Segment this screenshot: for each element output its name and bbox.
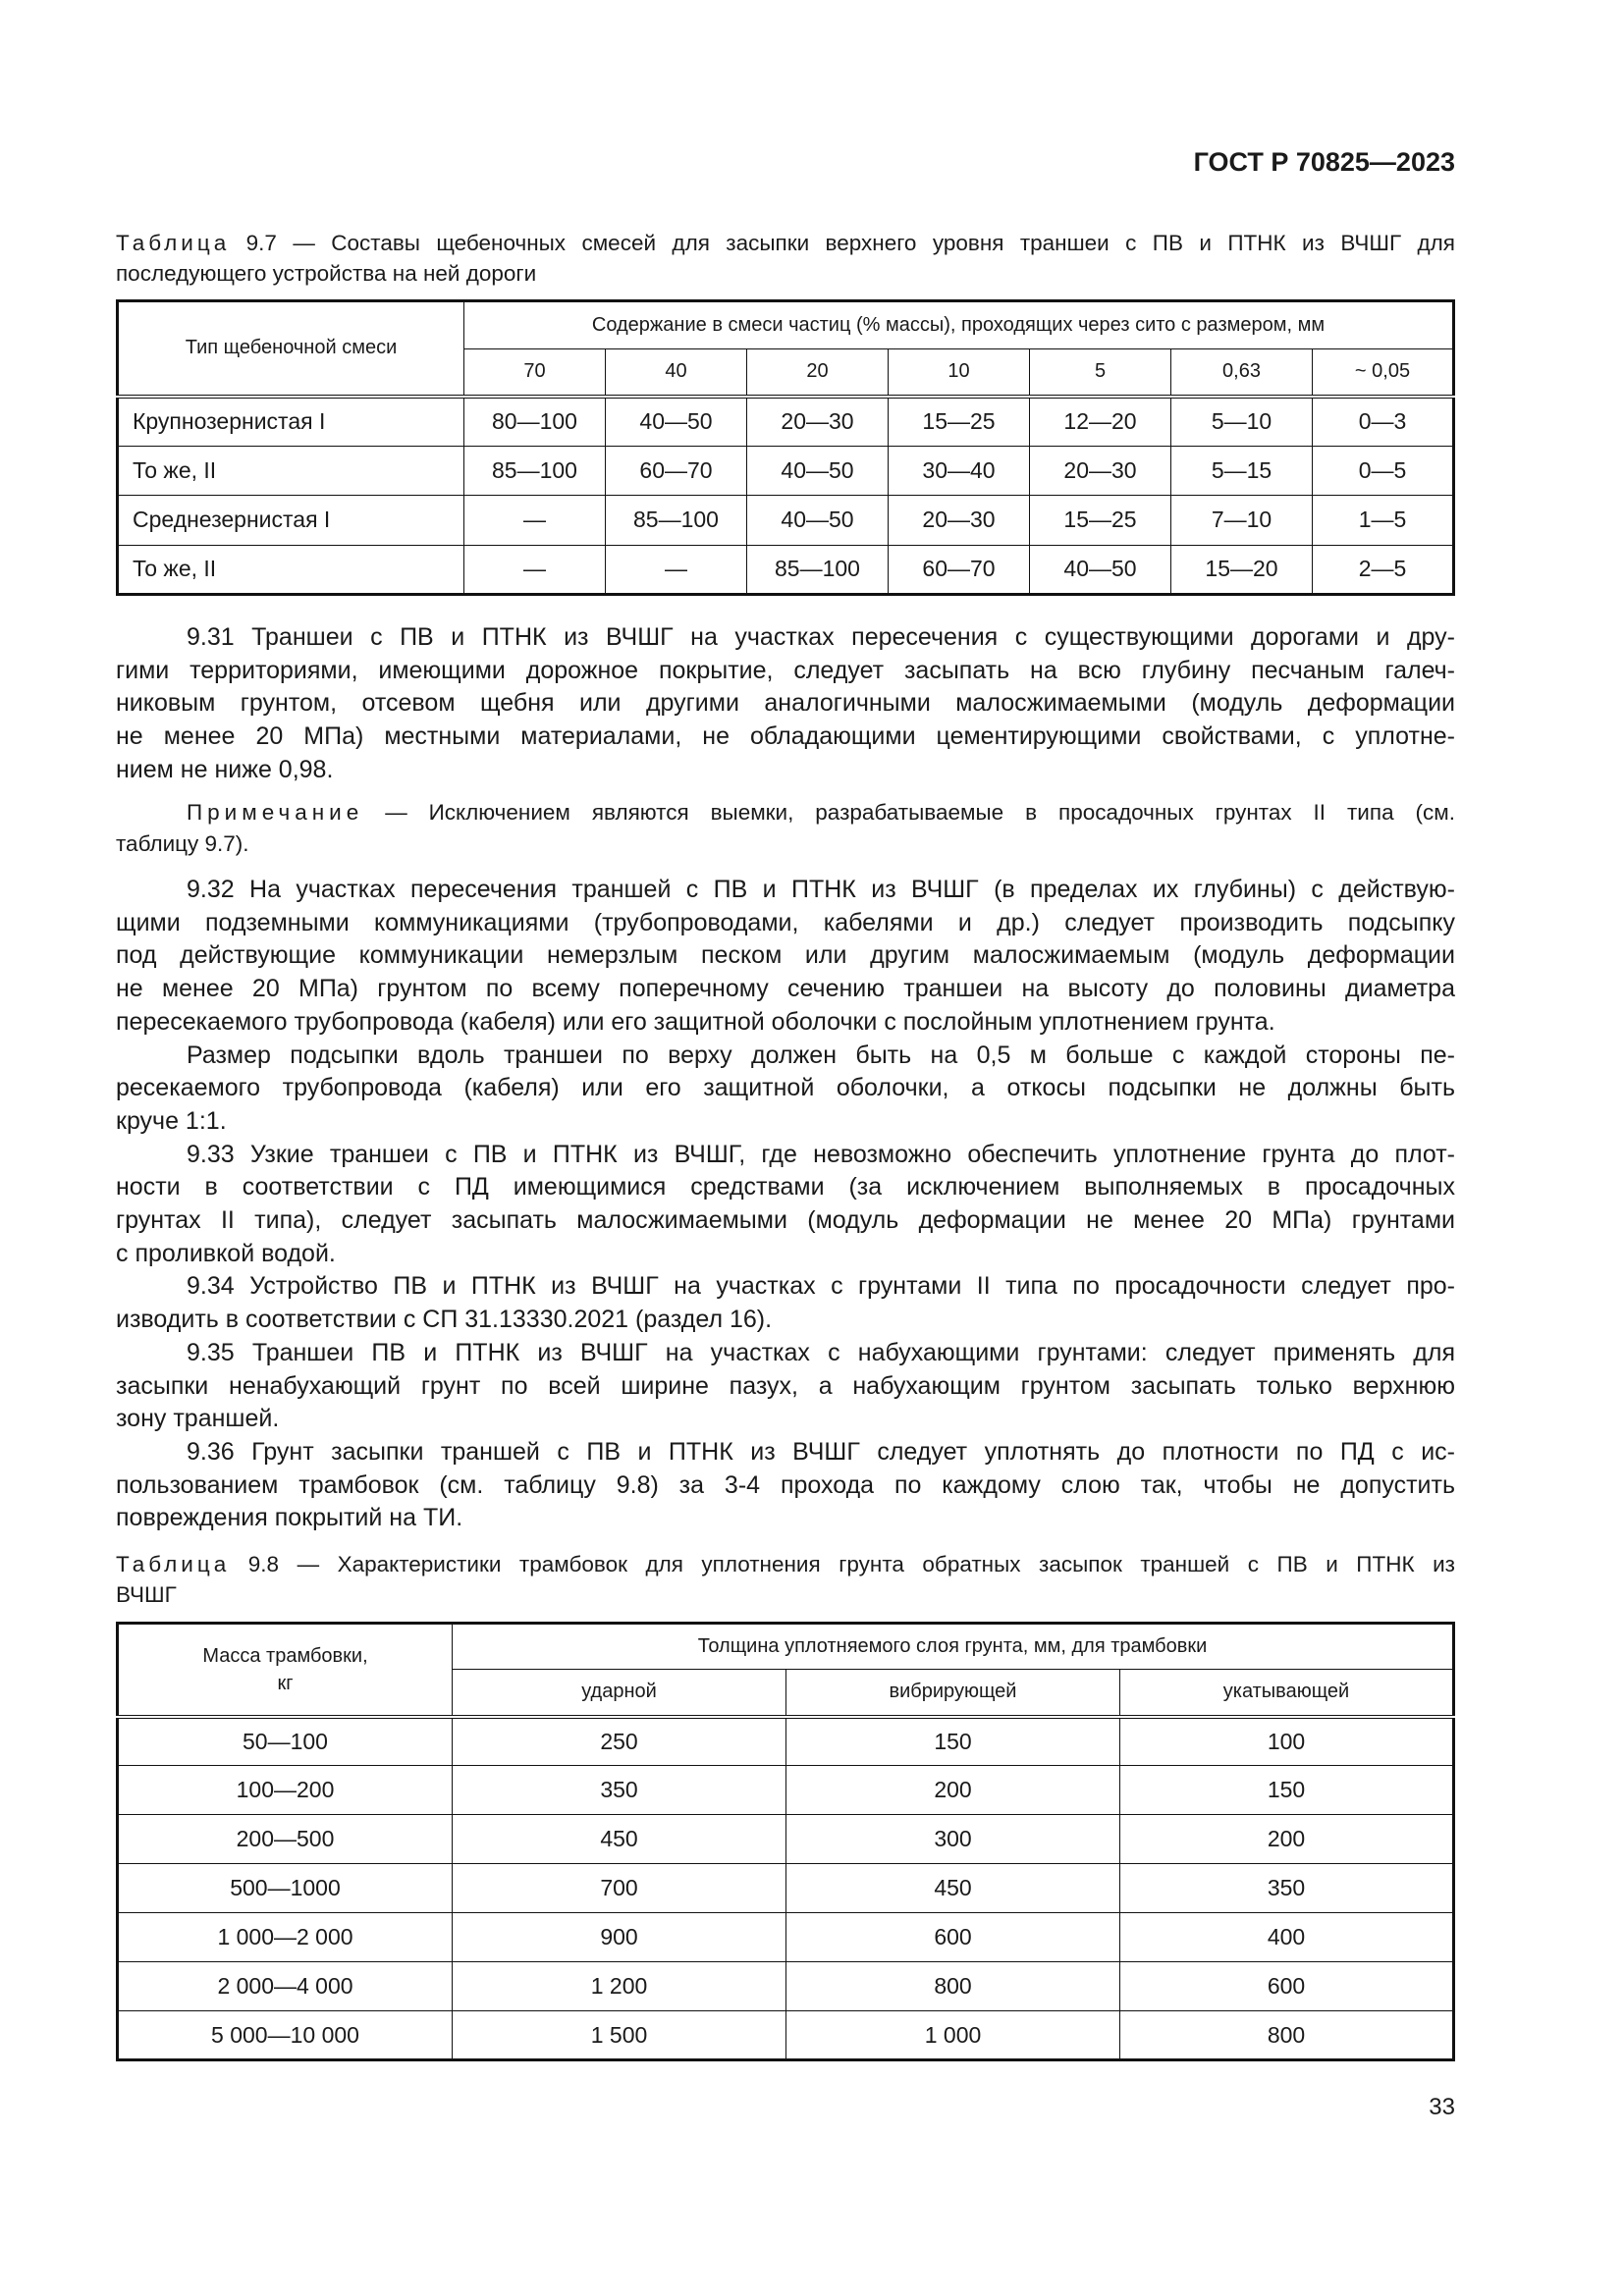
table-cell: 350 xyxy=(1120,1864,1454,1913)
table-cell: 1 500 xyxy=(453,2011,786,2060)
table-cell: 5—15 xyxy=(1171,446,1313,496)
caption-line xyxy=(116,228,1455,258)
note-line: таблицу 9.7). xyxy=(116,831,249,856)
caption-line xyxy=(116,1549,1455,1579)
row-label: 50—100 xyxy=(118,1717,453,1766)
row-label: 5 000—10 000 xyxy=(118,2011,453,2060)
table-cell: 1 000 xyxy=(786,2011,1120,2060)
text-line: не менее 20 МПа) грунтом по всему поперечному сечению траншеи на высоту до половины диаметра xyxy=(116,975,1455,1003)
column-header-sieve-size: 0,63 xyxy=(1171,349,1313,397)
text-line: ресекаемого трубопровода (кабеля) или его защитной оболочки, а откосы подсыпки не должны быть xyxy=(116,1074,1455,1102)
table-cell: 2—5 xyxy=(1313,545,1454,595)
text-line: зону траншей. xyxy=(116,1405,280,1433)
text-line: ности в соответствии с ПД имеющимися средствами (за исключением выполняемых в просадочных xyxy=(116,1173,1455,1201)
table-cell: 1—5 xyxy=(1313,496,1454,546)
table-row xyxy=(118,545,1454,595)
table-cell: 12—20 xyxy=(1030,397,1171,447)
text-line: никовым грунтом, отсевом щебня или другими аналогичными малосжимаемыми (модуль деформации xyxy=(116,689,1455,718)
text-line: Размер подсыпки вдоль траншеи по верху должен быть на 0,5 м больше с каждой стороны пе- xyxy=(187,1041,1455,1069)
table-cell: 0—5 xyxy=(1313,446,1454,496)
row-label: То же, II xyxy=(118,545,464,595)
table-cell: 200 xyxy=(1120,1815,1454,1864)
row-label: 1 000—2 000 xyxy=(118,1913,453,1962)
text-line: грунтах II типа), следует засыпать малосжимаемыми (модуль деформации не менее 20 МПа) грунтами xyxy=(116,1206,1455,1235)
column-header-mix-type: Тип щебеночной смеси xyxy=(118,301,464,397)
column-header-sieve-size: 5 xyxy=(1030,349,1171,397)
text-line: нием не ниже 0,98. xyxy=(116,755,334,783)
table-cell: 40—50 xyxy=(606,397,747,447)
text-line: 9.32 На участках пересечения траншей с ПВ и ПТНК из ВЧШГ (в пределах их глубины) с действую- xyxy=(187,876,1455,903)
header-row xyxy=(118,301,1454,349)
note-label: Примечание xyxy=(187,800,364,825)
column-header-rammer-mass: Масса трамбовки, кг xyxy=(118,1624,453,1717)
table-cell: 15—25 xyxy=(889,397,1030,447)
table-row xyxy=(118,1864,1454,1913)
table-cell: 60—70 xyxy=(606,446,747,496)
table-row xyxy=(118,1913,1454,1962)
table-cell: 85—100 xyxy=(464,446,606,496)
text-line: 9.31 Траншеи с ПВ и ПТНК из ВЧШГ на участках пересечения с существующими дорогами и дру- xyxy=(187,623,1455,651)
table-cell: 85—100 xyxy=(606,496,747,546)
table-cell: 40—50 xyxy=(747,496,889,546)
table-cell: 300 xyxy=(786,1815,1120,1864)
table-row xyxy=(118,496,1454,546)
table-cell: 800 xyxy=(786,1962,1120,2011)
table-cell: 800 xyxy=(1120,2011,1454,2060)
table-cell: — xyxy=(464,496,606,546)
column-header-rammer-type: ударной xyxy=(453,1670,786,1717)
row-label: 500—1000 xyxy=(118,1864,453,1913)
note xyxy=(116,797,1455,860)
caption-text: 9.8 — Характеристики трамбовок для уплотнения грунта обратных засыпок траншей с ПВ и ПТНК из xyxy=(247,1552,1455,1576)
text-line: под действующие коммуникации немерзлым песком или другим малосжимаемым (модуль деформации xyxy=(116,941,1455,970)
table-cell: 80—100 xyxy=(464,397,606,447)
table-cell: 40—50 xyxy=(747,446,889,496)
note-text: — Исключением являются выемки, разрабатываемые в просадочных грунтах II типа (см. xyxy=(385,800,1455,825)
text-line: пользованием трамбовок (см. таблицу 9.8) за 3-4 прохода по каждому слою так, чтобы не допустить xyxy=(116,1470,1455,1499)
table-cell: 15—20 xyxy=(1171,545,1313,595)
text-line: 9.36 Грунт засыпки траншей с ПВ и ПТНК из ВЧШГ следует уплотнять до плотности по ПД с ис- xyxy=(187,1437,1455,1466)
table-cell: 7—10 xyxy=(1171,496,1313,546)
table-9-7 xyxy=(116,299,1455,596)
text-line: круче 1:1. xyxy=(116,1106,227,1135)
table-cell: 20—30 xyxy=(889,496,1030,546)
table-cell: 250 xyxy=(453,1717,786,1766)
table-9-8-caption xyxy=(116,1549,1455,1610)
text-line: щими подземными коммуникациями (трубопроводами, кабелями и др.) следует производить подсыпку xyxy=(116,908,1455,936)
table-row xyxy=(118,1766,1454,1815)
text-line: с проливкой водой. xyxy=(116,1239,336,1267)
paragraph-9-31 xyxy=(116,621,1455,787)
table-cell: 700 xyxy=(453,1864,786,1913)
column-header-sieve-size: 70 xyxy=(464,349,606,397)
table-cell: 200 xyxy=(786,1766,1120,1815)
row-label: Крупнозернистая I xyxy=(118,397,464,447)
table-cell: 30—40 xyxy=(889,446,1030,496)
document-code-header: ГОСТ Р 70825—2023 xyxy=(1193,147,1455,177)
table-cell: 15—25 xyxy=(1030,496,1171,546)
caption-label: Таблица xyxy=(116,231,231,255)
row-label: 2 000—4 000 xyxy=(118,1962,453,2011)
table-cell: 350 xyxy=(453,1766,786,1815)
row-label: То же, II xyxy=(118,446,464,496)
table-row xyxy=(118,1815,1454,1864)
table-cell: 150 xyxy=(786,1717,1120,1766)
header-row xyxy=(118,1624,1454,1670)
table-row xyxy=(118,446,1454,496)
table-row xyxy=(118,1962,1454,2011)
column-header-sieve-size: 10 xyxy=(889,349,1030,397)
table-row xyxy=(118,2011,1454,2060)
table-cell: 0—3 xyxy=(1313,397,1454,447)
text-line: засыпки ненабухающий грунт по всей ширине пазух, а набухающим грунтом засыпать только верхнюю xyxy=(116,1371,1455,1400)
caption-line: последующего устройства на ней дороги xyxy=(116,261,537,286)
text-line: гими территориями, имеющими дорожное покрытие, следует засыпать на всю глубину песчаным галеч- xyxy=(116,656,1455,684)
page-number: 33 xyxy=(1429,2094,1455,2120)
text-line: 9.34 Устройство ПВ и ПТНК из ВЧШГ на участках с грунтами II типа по просадочности следует про- xyxy=(187,1272,1455,1301)
text-line: 9.33 Узкие траншеи с ПВ и ПТНК из ВЧШГ, где невозможно обеспечить уплотнение грунта до плот- xyxy=(187,1140,1455,1168)
table-cell: 100 xyxy=(1120,1717,1454,1766)
row-label: Среднезернистая I xyxy=(118,496,464,546)
table-cell: 5—10 xyxy=(1171,397,1313,447)
table-cell: — xyxy=(464,545,606,595)
note-line xyxy=(116,797,1455,828)
table-cell: 450 xyxy=(786,1864,1120,1913)
table-cell: 450 xyxy=(453,1815,786,1864)
column-group-header: Содержание в смеси частиц (% массы), проходящих через сито с размером, мм xyxy=(464,301,1454,349)
table-cell: 600 xyxy=(1120,1962,1454,2011)
column-header-sieve-size: ~ 0,05 xyxy=(1313,349,1454,397)
table-9-8 xyxy=(116,1622,1455,2061)
column-header-sieve-size: 20 xyxy=(747,349,889,397)
text-line: 9.35 Траншеи ПВ и ПТНК из ВЧШГ на участках с набухающими грунтами: следует применять для xyxy=(187,1338,1455,1366)
row-label: 200—500 xyxy=(118,1815,453,1864)
table-cell: 150 xyxy=(1120,1766,1454,1815)
table-cell: — xyxy=(606,545,747,595)
table-cell: 900 xyxy=(453,1913,786,1962)
caption-label: Таблица xyxy=(116,1552,231,1576)
column-header-rammer-type: укатывающей xyxy=(1120,1670,1454,1717)
column-group-header: Толщина уплотняемого слоя грунта, мм, для трамбовки xyxy=(453,1624,1454,1670)
table-cell: 60—70 xyxy=(889,545,1030,595)
column-header-rammer-type: вибрирующей xyxy=(786,1670,1120,1717)
table-cell: 85—100 xyxy=(747,545,889,595)
column-header-sieve-size: 40 xyxy=(606,349,747,397)
text-line: пересекаемого трубопровода (кабеля) или его защитной оболочки с послойным уплотнением грунта. xyxy=(116,1007,1275,1036)
caption-line: ВЧШГ xyxy=(116,1582,177,1607)
table-9-7-caption xyxy=(116,228,1455,289)
table-cell: 1 200 xyxy=(453,1962,786,2011)
table-cell: 20—30 xyxy=(747,397,889,447)
table-row xyxy=(118,397,1454,447)
text-line: повреждения покрытий на ТИ. xyxy=(116,1504,463,1532)
table-row xyxy=(118,1717,1454,1766)
table-cell: 600 xyxy=(786,1913,1120,1962)
table-cell: 400 xyxy=(1120,1913,1454,1962)
text-line: изводить в соответствии с СП 31.13330.2021 (раздел 16). xyxy=(116,1306,773,1334)
caption-text: 9.7 — Составы щебеночных смесей для засыпки верхнего уровня траншеи с ПВ и ПТНК из ВЧШГ для xyxy=(245,231,1455,255)
table-cell: 20—30 xyxy=(1030,446,1171,496)
text-line: не менее 20 МПа) местными материалами, не обладающими цементирующими свойствами, с уплотне- xyxy=(116,722,1455,751)
paragraphs-9-32-to-9-36 xyxy=(116,874,1455,1535)
row-label: 100—200 xyxy=(118,1766,453,1815)
table-cell: 40—50 xyxy=(1030,545,1171,595)
